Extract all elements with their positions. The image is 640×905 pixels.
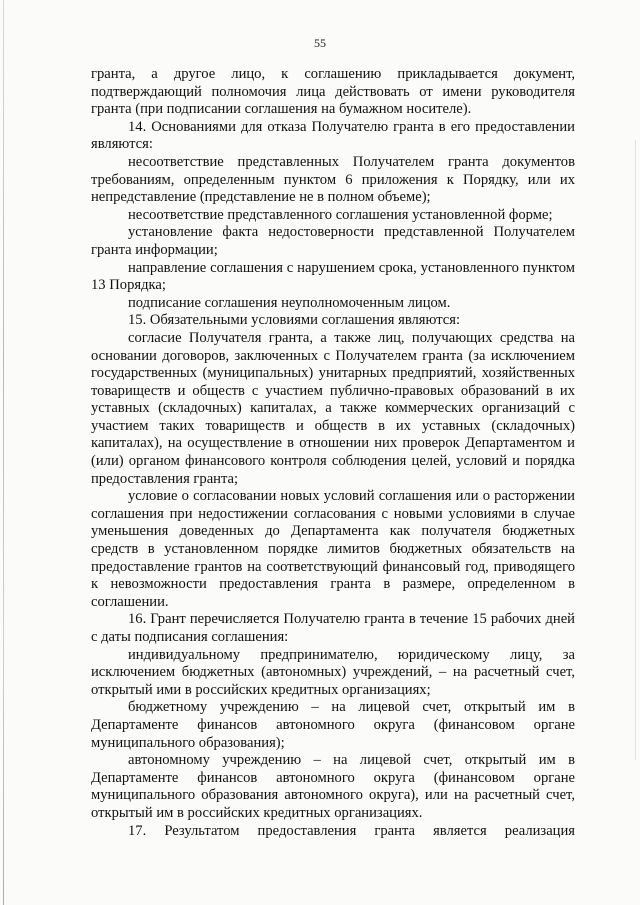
- paragraph-item-14: 14. Основаниями для отказа Получателю гранта в его предоставлении являются:: [91, 118, 575, 153]
- paragraph: несоответствие представленного соглашения установленной форме;: [128, 206, 553, 223]
- paragraph: автономному учреждению – на лицевой счет, открытый им в Департаменте финансов автономного округа (финансовом органе муниципального образования автономного округа), или на расчетный счет, открытый им в российских кредитных организациях.: [91, 752, 575, 821]
- scan-right-edge: [635, 140, 636, 760]
- paragraph-item-15: 15. Обязательными условиями соглашения являются:: [128, 312, 461, 329]
- document-body: [91, 66, 575, 840]
- paragraph-continuation: гранта, а другое лицо, к соглашению прикладывается документ, подтверждающий полномочия лица действовать от имени руководителя гранта (при подписании соглашения на бумажном носителе).: [91, 66, 575, 118]
- paragraph: несоответствие представленных Получателем гранта документов требованиям, определенным пунктом 6 приложения к Порядку, или их непредставление (представление не в полном объеме);: [91, 153, 575, 206]
- page-number: 55: [314, 36, 326, 50]
- scan-left-edge: [3, 0, 4, 905]
- paragraph: согласие Получателя гранта, а также лиц, получающих средства на основании договоров, заключенных с Получателем гранта (за исключением государственных (муниципальных) унитарных предприятий, хозяйственных товариществ и обществ с участием публично-правовых образований в их уставных (складочных) капиталах, а также коммерческих организаций с участием таких товариществ и обществ в их уставных (складочных) капиталах), на осуществление в отношении них проверок Департаментом и (или) органом финансового контроля соблюдения целей, условий и порядка предоставления гранта;: [91, 329, 575, 487]
- paragraph: направление соглашения с нарушением срока, установленного пунктом 13 Порядка;: [91, 259, 575, 294]
- paragraph: подписание соглашения неуполномоченным лицом.: [128, 294, 451, 311]
- paragraph-item-17: 17. Результатом предоставления гранта является реализация: [128, 822, 575, 839]
- paragraph-item-16: 16. Грант перечисляется Получателю гранта в течение 15 рабочих дней с даты подписания соглашения:: [91, 611, 575, 645]
- paragraph: установление факта недостоверности представленной Получателем гранта информации;: [91, 224, 575, 258]
- paragraph: индивидуальному предпринимателю, юридическому лицу, за исключением бюджетных (автономных) учреждений, – на расчетный счет, открытый ими в российских кредитных организациях;: [91, 646, 575, 698]
- paragraph: условие о согласовании новых условий соглашения или о расторжении соглашения при недостижении согласования с новыми условиями в случае уменьшения доведенных до Департамента как получателя бюджетных средств в установленном порядке лимитов бюджетных обязательств на предоставление грантов на соответствующий финансовый год, приводящего к невозможности предоставления гранта в размере, определенном в соглашении.: [91, 488, 575, 610]
- paragraph: бюджетному учреждению – на лицевой счет, открытый им в Департаменте финансов автономного округа (финансовом органе муниципального образования);: [91, 699, 575, 751]
